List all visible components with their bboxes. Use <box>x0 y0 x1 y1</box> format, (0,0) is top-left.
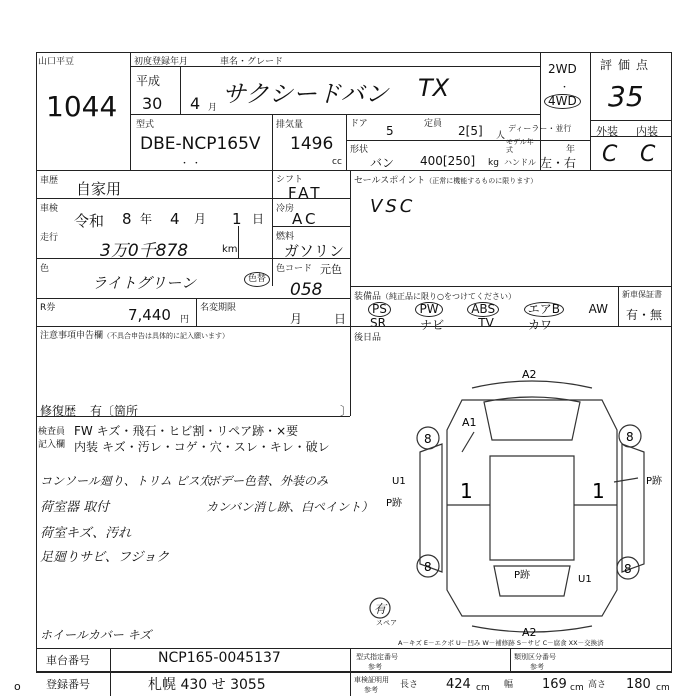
displacement-label: 排気量 <box>276 120 304 130</box>
equipment-note: （純正品に限り○をつけてください） <box>381 292 516 301</box>
inspector-row-2: キズ・汚レ・コゲ・穴・スレ・キレ・破レ <box>102 440 330 454</box>
interior-label: 内装 <box>636 125 658 138</box>
handle-label: ハンドル <box>504 158 536 167</box>
recycle: 7,440 <box>128 306 171 324</box>
cert-sub: 参考 <box>364 686 378 694</box>
body-label: 形状 <box>350 145 369 155</box>
load: 400[250] <box>420 154 476 168</box>
history: 自家用 <box>76 180 122 198</box>
note-line-3: 荷室キズ、汚れ <box>40 526 132 541</box>
equipment-title: 装備品 <box>354 292 382 302</box>
era: 平成 <box>136 74 161 88</box>
diagram-hood <box>484 397 580 440</box>
diagram-u1-right: U1 <box>578 574 592 585</box>
model-sub: ・ ・ <box>180 159 201 169</box>
displacement: 1496 <box>290 134 334 154</box>
inspector-row-1: FW キズ・飛石・ヒビ割・リペア跡・×要 <box>74 424 299 438</box>
diagram-num-left: 1 <box>460 479 473 503</box>
equipment-label <box>354 289 516 302</box>
diagram-tyre-fr-label: 8 <box>626 430 634 444</box>
exterior-label: 外装 <box>596 125 618 138</box>
diagram-right-side <box>622 444 644 572</box>
score: 35 <box>608 80 644 113</box>
divider <box>36 326 672 327</box>
divider <box>130 52 131 170</box>
divider <box>272 226 350 227</box>
year-unit: 年 <box>566 145 576 155</box>
drive-dot: ・ <box>560 83 570 93</box>
name-change-label: 名変期限 <box>200 303 237 313</box>
repair-label: 修復歴 <box>40 404 77 418</box>
diagram-num-right: 1 <box>592 479 605 503</box>
yen: 円 <box>180 315 190 325</box>
aircon: AC <box>292 210 319 228</box>
length: 424 <box>446 677 471 692</box>
equipment-item: PW <box>415 302 442 317</box>
width-label: 幅 <box>504 680 514 690</box>
doors: 5 <box>386 124 394 138</box>
exterior-grade: C <box>602 142 618 167</box>
divider <box>272 170 273 286</box>
plate-label: 登録番号 <box>46 678 90 691</box>
history-label: 車歴 <box>40 176 59 186</box>
height-unit: cm <box>656 683 670 693</box>
mileage: 3万0千878 <box>100 241 189 261</box>
warranty: 有・無 <box>626 308 663 322</box>
divider <box>618 286 619 326</box>
repair-close: 〕 <box>340 404 353 418</box>
color: ライトグリーン <box>92 274 196 292</box>
spare-value: 有 <box>374 602 387 616</box>
color-code: 058 <box>290 280 323 300</box>
diagram-front-bumper <box>472 381 592 388</box>
diagram-legend: A－キズ E－エクボ U－凹み W－補修跡 S－サビ C－腐食 XX－交換済 <box>398 639 604 647</box>
person-unit: 人 <box>496 131 506 141</box>
car-name: サクシードバン <box>222 80 389 108</box>
reg-month: 4 <box>190 94 201 113</box>
equipment-item: ナビ <box>420 318 445 332</box>
cert-label: 車検証明用 <box>354 676 389 684</box>
shift-label: シフト <box>276 175 304 185</box>
diagram-top: A2 <box>522 368 537 381</box>
region-label: 山口平豆 <box>38 57 75 67</box>
dealer-label: ディーラー・並行 <box>508 124 572 133</box>
class-sub: 参考 <box>530 663 544 671</box>
lot-number: 1044 <box>46 90 118 123</box>
length-label: 長さ <box>400 680 419 690</box>
color-change: 色替 <box>244 272 270 287</box>
warranty-label: 新車保証書 <box>622 290 662 299</box>
diagram-tyre-rl-label: 8 <box>424 560 432 574</box>
divider <box>590 120 672 121</box>
note-line-2: 荷室器 取付 <box>40 500 110 515</box>
class-label: 類別区分番号 <box>514 653 556 661</box>
divider <box>36 258 350 259</box>
divider <box>346 140 590 141</box>
divider <box>540 52 541 170</box>
reg-month-unit: 月 <box>208 103 218 113</box>
equipment-item: SR <box>370 316 386 330</box>
model-year-label: モデル年式 <box>506 138 534 154</box>
inspection-month: 4 <box>170 210 180 228</box>
equipment-item: エアB <box>524 302 564 317</box>
divider <box>130 114 540 115</box>
divider <box>510 648 511 672</box>
color-code-label: 色コード <box>276 264 313 274</box>
inspection-month-unit: 月 <box>194 212 207 226</box>
note-line-1c: カンバン消し跡、白ペイント） <box>206 500 374 514</box>
width-unit: cm <box>570 683 584 693</box>
inspection-year-unit: 年 <box>140 212 153 226</box>
diagram-a1-leader <box>462 432 474 452</box>
sales-point-value: VSC <box>370 196 416 217</box>
divider <box>350 170 351 416</box>
score-label: 評価点 <box>600 58 655 72</box>
body: バン <box>370 156 395 170</box>
diagram-tyre-fl-label: 8 <box>424 432 432 446</box>
caution-title: 注意事項申告欄 <box>40 331 104 341</box>
fuel: ガソリン <box>284 242 345 260</box>
caution-note: （不具合申告は具体的に記入願います） <box>103 332 230 340</box>
equipment-item: ABS <box>467 302 499 317</box>
divider <box>130 66 540 67</box>
sales-point-label <box>354 173 537 186</box>
equipment-item: カワ <box>527 318 552 332</box>
diagram-p-left: P跡 <box>386 498 403 509</box>
divider <box>180 66 181 114</box>
equipment-row-1 <box>368 302 608 317</box>
equipment-row-2 <box>370 316 552 333</box>
side-mark: o <box>14 680 21 693</box>
grade: TX <box>418 74 450 102</box>
length-unit: cm <box>476 683 490 693</box>
inspection-day-unit: 日 <box>252 212 265 226</box>
diagram-p-bottom: P跡 <box>514 570 531 581</box>
model-label: 型式 <box>136 120 155 130</box>
name-change-month: 月 <box>290 312 303 326</box>
diagram-u1-left: U1 <box>392 476 406 487</box>
inspection-era: 令和 <box>74 212 105 230</box>
shift: FAT <box>288 184 323 202</box>
aircon-label: 冷房 <box>276 204 295 214</box>
chassis: NCP165-0045137 <box>158 650 281 666</box>
spare-label: スペア <box>376 619 397 627</box>
inspection-label: 車検 <box>40 204 59 214</box>
diagram-roof <box>490 456 574 560</box>
sales-point-title: セールスポイント <box>354 176 426 186</box>
note-line-1: コンソール廻り、トリム ビス穴 <box>40 474 212 488</box>
caution-label <box>40 328 229 341</box>
equipment-item: TV <box>478 316 494 330</box>
sales-point-note: （正常に機能するものに限ります） <box>425 177 538 185</box>
equipment-item: PS <box>368 302 391 317</box>
note-line-5: ホイールカバー キズ <box>40 628 152 642</box>
divider <box>350 672 672 673</box>
capacity: 2[5] <box>458 124 483 138</box>
color-code-orig: 元色 <box>320 263 342 276</box>
divider <box>590 136 672 137</box>
equipment-item: AW <box>588 302 608 316</box>
divider <box>36 672 350 673</box>
divider <box>36 198 350 199</box>
name-change-day: 日 <box>334 312 347 326</box>
plate: 札幌 430 せ 3055 <box>148 677 266 693</box>
height-label: 高さ <box>588 680 607 690</box>
divider <box>36 416 350 417</box>
diagram-tyre-rr-label: 8 <box>624 562 632 576</box>
handle: 左・右 <box>540 156 577 170</box>
car-name-label: 車名・グレード <box>220 57 284 67</box>
divider <box>36 648 672 649</box>
reg-year: 30 <box>142 94 163 113</box>
diagram-a1: A1 <box>462 416 477 429</box>
note-line-1b: （ボデー色替、外装のみ <box>196 474 329 488</box>
capacity-label: 定員 <box>424 119 443 129</box>
post-install-label: 後日品 <box>354 333 382 343</box>
diagram-bottom: A2 <box>522 626 537 639</box>
diagram-p-right: P跡 <box>646 476 663 487</box>
kg: kg <box>488 158 499 168</box>
inspection-year: 8 <box>122 210 132 228</box>
inspection-day: 1 <box>232 210 242 228</box>
km: km <box>222 244 238 255</box>
divider <box>36 298 350 299</box>
inspector-label-2: 記入欄 <box>38 440 66 450</box>
height: 180 <box>626 677 651 692</box>
diagram-rear-window <box>494 566 570 596</box>
divider <box>350 286 672 287</box>
divider <box>272 114 273 170</box>
type-cert-label: 型式指定番号 <box>356 653 398 661</box>
divider <box>346 114 347 170</box>
drive-2wd: 2WD <box>548 62 577 76</box>
drive-4wd: 4WD <box>544 94 581 109</box>
divider <box>36 170 672 171</box>
note-line-4: 足廻りサビ、フジョク <box>40 550 170 565</box>
inspector-row-2-label: 内装 <box>74 440 99 454</box>
type-cert-sub: 参考 <box>368 663 382 671</box>
interior-grade: C <box>640 142 656 167</box>
cc: cc <box>332 157 342 167</box>
fuel-label: 燃料 <box>276 232 295 242</box>
door-label: ドア <box>350 119 368 129</box>
model: DBE-NCP165V <box>140 134 261 154</box>
inspector-label: 検査員 <box>38 427 66 437</box>
divider <box>238 226 239 258</box>
mileage-label: 走行 <box>40 233 59 243</box>
recycle-label: R券 <box>40 303 56 313</box>
width: 169 <box>542 677 567 692</box>
chassis-label: 車台番号 <box>46 654 90 667</box>
diagram-left-side <box>420 444 442 572</box>
divider <box>196 298 197 326</box>
divider <box>590 52 591 170</box>
color-label: 色 <box>40 264 50 274</box>
repair-value: 有〔箇所 <box>90 404 139 418</box>
reg-year-label: 初度登録年月 <box>134 57 189 67</box>
